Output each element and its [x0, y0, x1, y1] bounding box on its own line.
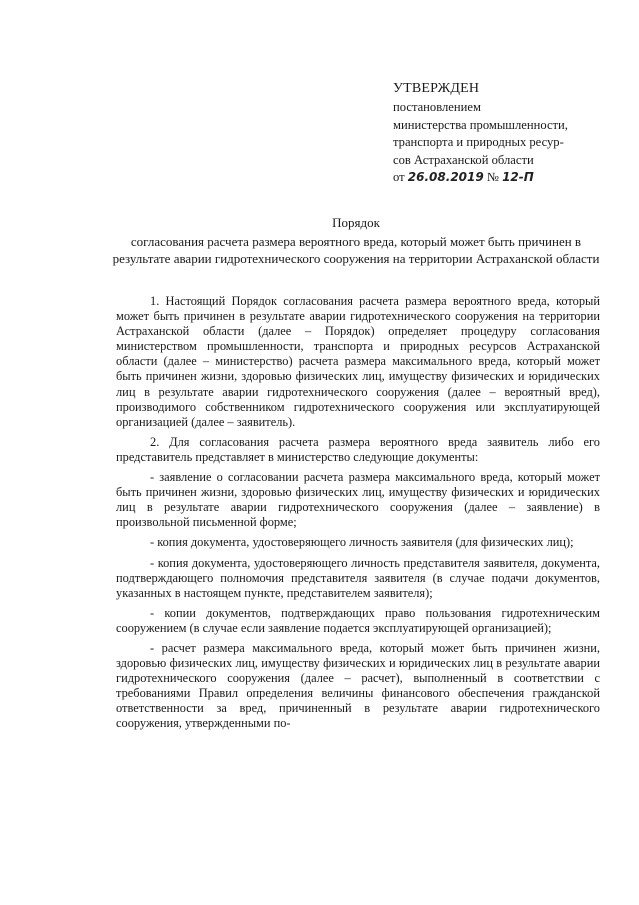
list-item: - копии документов, подтверждающих право пользования гидротехническим сооружением (в случае если заявление подается эксплуатирующей организацией); [116, 605, 600, 635]
approval-line: сов Астраханской области [393, 152, 534, 167]
document-body [116, 294, 600, 737]
paragraph-2: 2. Для согласования расчета размера вероятного вреда заявитель либо его представитель представляет в министерство следующие документы: [116, 434, 600, 464]
document-title [112, 215, 600, 267]
approval-line: транспорта и природных ресур- [393, 135, 564, 150]
approval-date-line [393, 169, 623, 186]
approval-date: 26.08.2019 [407, 170, 484, 185]
number-prefix: № [486, 170, 499, 185]
title-subtitle: согласования расчета размера вероятного вреда, который может быть причинен в результате аварии гидротехнического сооружения на территории Астраханской области [112, 233, 600, 266]
list-item: - копия документа, удостоверяющего личность представителя заявителя, документа, подтверждающего полномочия представителя заявителя (в случае подачи документов, указанных в настоящем пункте, представителем заявителя); [116, 555, 600, 600]
approval-line: постановлением [393, 100, 481, 115]
list-item: - копия документа, удостоверяющего личность заявителя (для физических лиц); [150, 535, 574, 550]
list-item: - расчет размера максимального вреда, который может быть причинен жизни, здоровью физических лиц, имуществу физических и юридических лиц в результате аварии гидротехнического сооружения (далее – расчет), выполненный в соответствии с требованиями Правил определения величины финансового обеспечения гражданской ответственности за вред, причиненный в результате аварии гидротехнического сооружения, утвержденными по- [116, 640, 600, 731]
approval-block [393, 80, 623, 186]
paragraph-1: 1. Настоящий Порядок согласования расчета размера вероятного вреда, который может быть причинен в результате аварии гидротехнического сооружения на территории Астраханской области (далее – Порядок) определяет процедуру согласования министерством промышленности, транспорта и природных ресурсов Астраханской области (далее – министерство) расчета размера максимального вреда, который может быть причинен жизни, здоровью физических лиц, имуществу физических и юридических лиц в результате аварии гидротехнического сооружения (далее – вероятный вред), производимого собственником гидротехнического сооружения или эксплуатирующей организацией (далее – заявитель). [116, 294, 600, 429]
list-item: - заявление о согласовании расчета размера максимального вреда, который может быть причинен жизни, здоровью физических лиц, имуществу физических и юридических лиц в результате аварии гидротехнического сооружения (далее – заявление) в произвольной письменной форме; [116, 470, 600, 530]
approval-heading: УТВЕРЖДЕН [393, 81, 480, 96]
approval-line: министерства промышленности, [393, 117, 568, 132]
title-heading: Порядок [332, 215, 380, 230]
date-prefix: от [393, 170, 405, 185]
approval-number: 12-П [502, 170, 534, 185]
